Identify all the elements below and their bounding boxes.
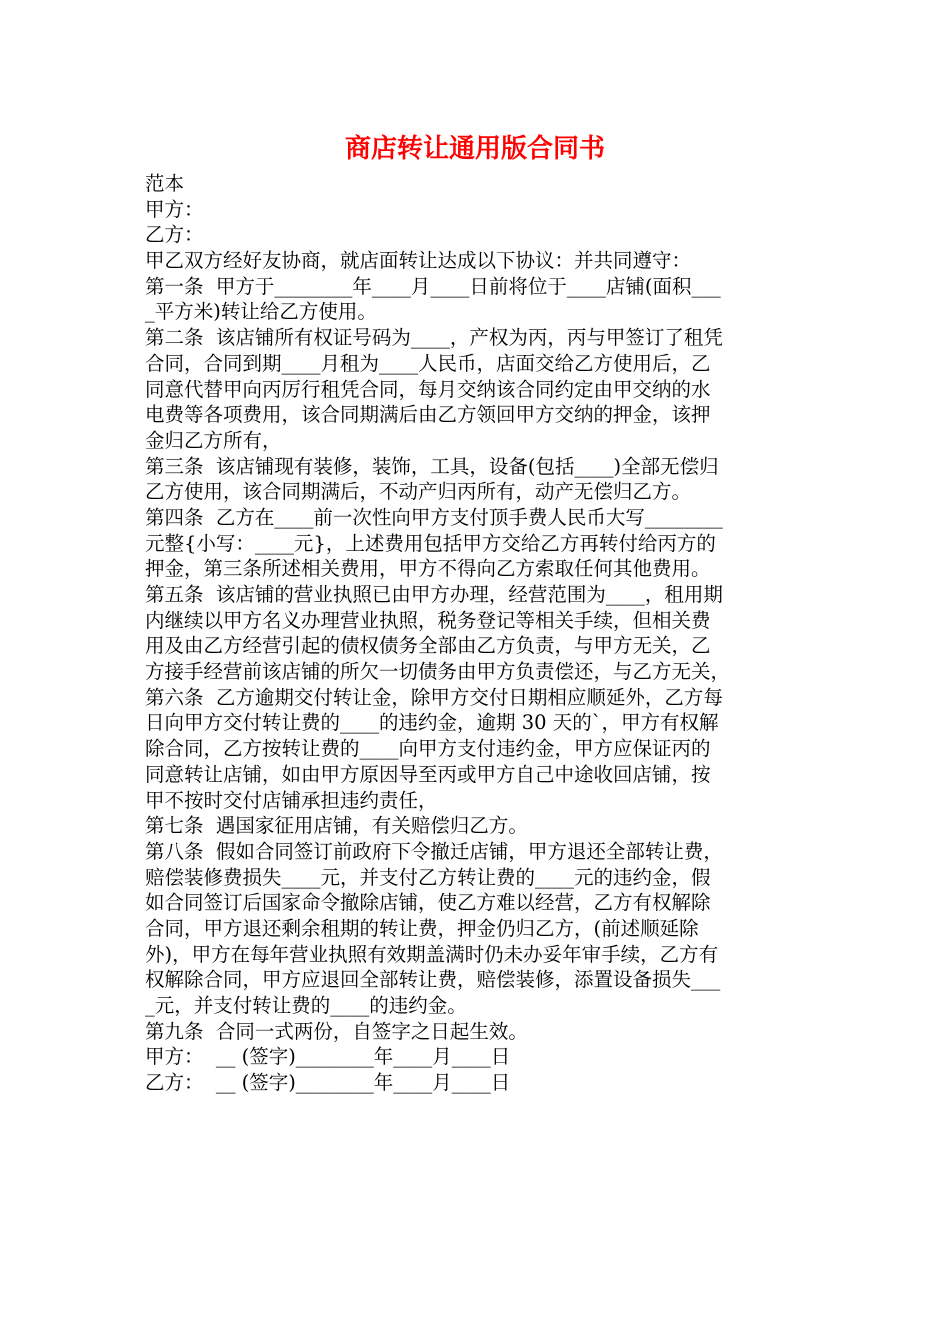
contract-line: 除合同，乙方按转让费的____向甲方支付违约金，甲方应保证丙的 <box>145 737 711 761</box>
contract-line: 同意代替甲向丙厉行租凭合同，每月交纳该合同约定由甲交纳的水 <box>145 377 711 401</box>
contract-line: 押金，第三条所述相关费用，甲方不得向乙方索取任何其他费用。 <box>145 557 711 581</box>
contract-line: 用及由乙方经营引起的债权债务全部由乙方负责，与甲方无关，乙 <box>145 634 711 658</box>
contract-line: 如合同签订后国家命令撤除店铺，使乙方难以经营，乙方有权解除 <box>145 891 711 915</box>
contract-line: 第二条 该店铺所有权证号码为____，产权为丙，丙与甲签订了租凭 <box>145 326 723 350</box>
contract-line: 合同，合同到期____月租为____人民币，店面交给乙方使用后，乙 <box>145 351 711 375</box>
contract-line: 第四条 乙方在____前一次性向甲方支付顶手费人民币大写________ <box>145 505 723 529</box>
contract-line: 甲方： __ (签字)________年____月____日 <box>145 1045 511 1069</box>
contract-line: _平方米)转让给乙方使用。 <box>145 300 377 324</box>
contract-line: 第七条 遇国家征用店铺，有关赔偿归乙方。 <box>145 814 528 838</box>
contract-line: 电费等各项费用，该合同期满后由乙方领回甲方交纳的押金，该押 <box>145 403 711 427</box>
contract-line: 赔偿装修费损失____元，并支付乙方转让费的____元的违约金，假 <box>145 865 711 889</box>
contract-line: 合同，甲方退还剩余租期的转让费，押金仍归乙方，(前述顺延除 <box>145 916 699 940</box>
contract-line: 甲乙双方经好友协商，就店面转让达成以下协议：并共同遵守： <box>145 249 692 273</box>
contract-body <box>145 171 809 1096</box>
contract-line: 第八条 假如合同签订前政府下令撤迁店铺，甲方退还全部转让费， <box>145 839 723 863</box>
contract-line: 第五条 该店铺的营业执照已由甲方办理，经营范围为____，租用期 <box>145 583 723 606</box>
contract-line: 日向甲方交付转让费的____的违约金，逾期 30 天的`，甲方有权解 <box>145 711 719 735</box>
document-title: 商店转让通用版合同书 <box>344 134 605 164</box>
contract-line: 方接手经营前该店铺的所欠一切债务由甲方负责偿还，与乙方无关， <box>145 660 731 684</box>
contract-line: 第九条 合同一式两份，自签字之日起生效。 <box>145 1019 528 1043</box>
contract-line: _元，并支付转让费的____的违约金。 <box>145 994 467 1017</box>
contract-line: 第三条 该店铺现有装修，装饰，工具，设备(包括____)全部无偿归 <box>145 454 719 478</box>
contract-line: 乙方： <box>145 223 204 247</box>
contract-line: 同意转让店铺，如由甲方原因导至丙或甲方自己中途收回店铺，按 <box>145 762 711 786</box>
contract-line: 第一条 甲方于________年____月____日前将位于____店铺(面积___ <box>145 274 721 298</box>
contract-line: 范本 <box>145 172 185 195</box>
contract-line: 内继续以甲方名义办理营业执照，税务登记等相关手续，但相关费 <box>145 608 711 632</box>
contract-line: 权解除合同，甲方应退回全部转让费，赔偿装修，添置设备损失___ <box>145 968 721 992</box>
contract-line: 乙方使用，该合同期满后，不动产归丙所有，动产无偿归乙方。 <box>145 480 692 504</box>
contract-line: 第六条 乙方逾期交付转让金，除甲方交付日期相应顺延外，乙方每 <box>145 685 723 709</box>
contract-line: 甲方： <box>145 197 204 221</box>
contract-line: 外)，甲方在每年营业执照有效期盖满时仍未办妥年审手续，乙方有 <box>145 942 719 966</box>
contract-line: 金归乙方所有， <box>145 428 282 452</box>
contract-line: 元整{小写：____元}，上述费用包括甲方交给乙方再转付给丙方的 <box>145 531 716 555</box>
contract-line: 乙方： __ (签字)________年____月____日 <box>145 1071 511 1095</box>
contract-line: 甲不按时交付店铺承担违约责任， <box>145 788 438 812</box>
